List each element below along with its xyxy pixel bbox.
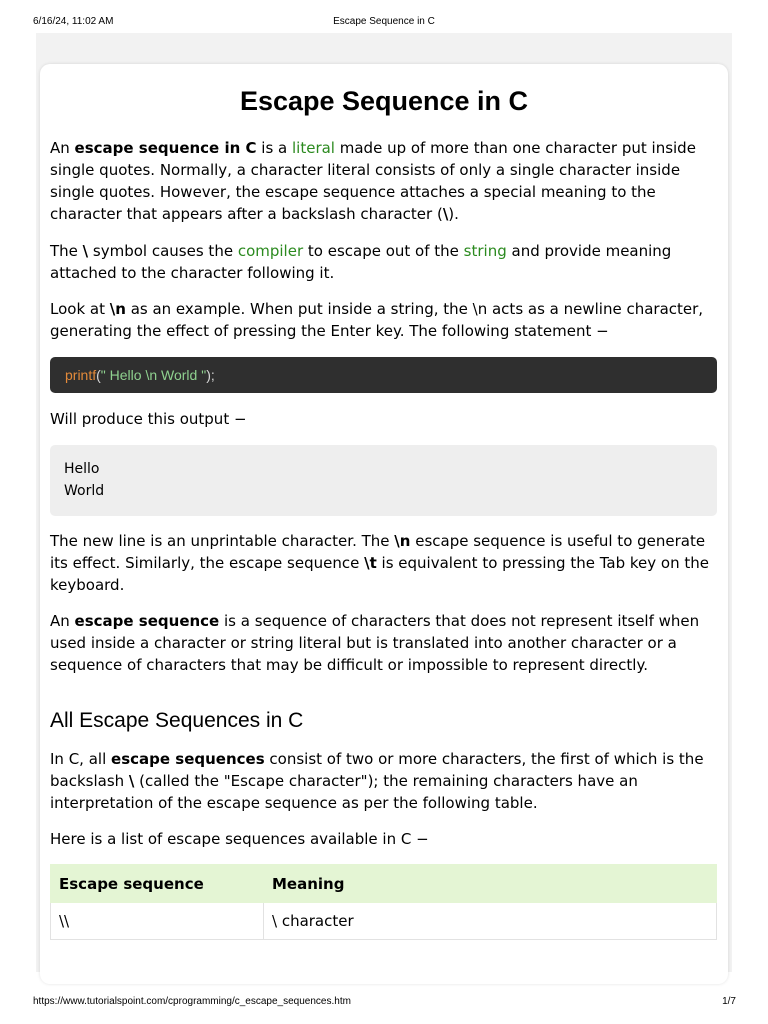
p6-text-1: An [50,612,75,630]
p2-bold-1: \ [82,242,89,260]
table-row [51,903,717,940]
all-sequences-paragraph [50,748,722,814]
p7-text-1: In C, all [50,750,112,768]
literal-link[interactable]: literal [292,139,335,157]
code-string: " Hello \n World " [100,367,207,383]
p2-text-2: symbol causes the [88,242,238,260]
table-cell-meaning: \ character [264,903,717,940]
code-close: ); [206,367,215,383]
newline-paragraph [50,298,722,342]
output-line-1: Hello [64,461,100,477]
intro-paragraph [50,137,722,225]
p2-text-3: to escape out of the [303,242,464,260]
p7-text-3: (called the "Escape character"); the remaining characters have an interpretation of the escape sequence as per the following table. [50,772,638,812]
output-line-2: World [64,483,105,499]
p1-bold-2: \ [442,205,449,223]
p6-text-2: is a sequence of characters that does not represent itself when used inside a character or string literal but is translated into another character or a sequence of characters that may be difficult or impossible to represent directly. [50,612,700,674]
p3-text-2: as an example. When put inside a string, the \n acts as a newline character, generating the effect of pressing the Enter key. The following statement − [50,300,704,340]
p6-bold-1: escape sequence [74,612,220,630]
output-intro: Will produce this output − [50,410,247,428]
header-meaning: Meaning [264,865,717,903]
print-url: https://www.tutorialspoint.com/cprogramming/c_escape_sequences.htm [33,996,351,1007]
output-block [50,445,717,516]
definition-paragraph [50,610,722,676]
p1-text-4: ). [448,205,459,223]
code-block [50,357,717,393]
header-escape-sequence: Escape sequence [51,865,264,903]
p5-text-3: is equivalent to pressing the Tab key on the keyboard. [50,554,709,594]
print-title: Escape Sequence in C [333,16,435,27]
print-footer [0,993,768,1009]
print-page-number: 1/7 [722,996,736,1007]
p7-text-2: consist of two or more characters, the first of which is the backslash [50,750,704,790]
page-title: Escape Sequence in C [239,86,529,116]
p2-text-4: and provide meaning attached to the character following it. [50,242,672,282]
p1-bold-1: escape sequence in C [74,139,257,157]
code-open-paren: ( [96,367,101,383]
p5-text-1: The new line is an unprintable character. The [50,532,395,550]
table-header-row [51,865,717,903]
p1-text-1: An [50,139,75,157]
compiler-link[interactable]: compiler [237,242,304,260]
p7-bold-1: escape sequences [111,750,265,768]
list-intro: Here is a list of escape sequences available in C − [50,830,429,848]
table-cell-sequence: \\ [51,903,264,940]
code-function: printf [65,367,97,383]
backslash-paragraph [50,240,722,284]
p5-bold-2: \t [364,554,377,572]
print-datetime: 6/16/24, 11:02 AM [33,16,114,27]
unprintable-paragraph [50,530,722,596]
p2-text-1: The [50,242,83,260]
p1-text-2: is a [256,139,292,157]
p3-text-1: Look at [50,300,110,318]
article-card [40,64,728,984]
p1-text-3: made up of more than one character put inside single quotes. Normally, a character literal consists of only a single character inside single quotes. However, the escape sequence attaches a special meaning to the character that appears after a backslash character ( [50,139,696,223]
p5-text-2: escape sequence is useful to generate its effect. Similarly, the escape sequence [50,532,706,572]
p5-bold-1: \n [394,532,411,550]
string-link[interactable]: string [463,242,507,260]
p7-bold-2: \ [128,772,135,790]
section-title: All Escape Sequences in C [50,709,304,732]
escape-sequence-table [50,864,717,940]
print-header [0,13,768,29]
p3-bold-1: \n [109,300,126,318]
